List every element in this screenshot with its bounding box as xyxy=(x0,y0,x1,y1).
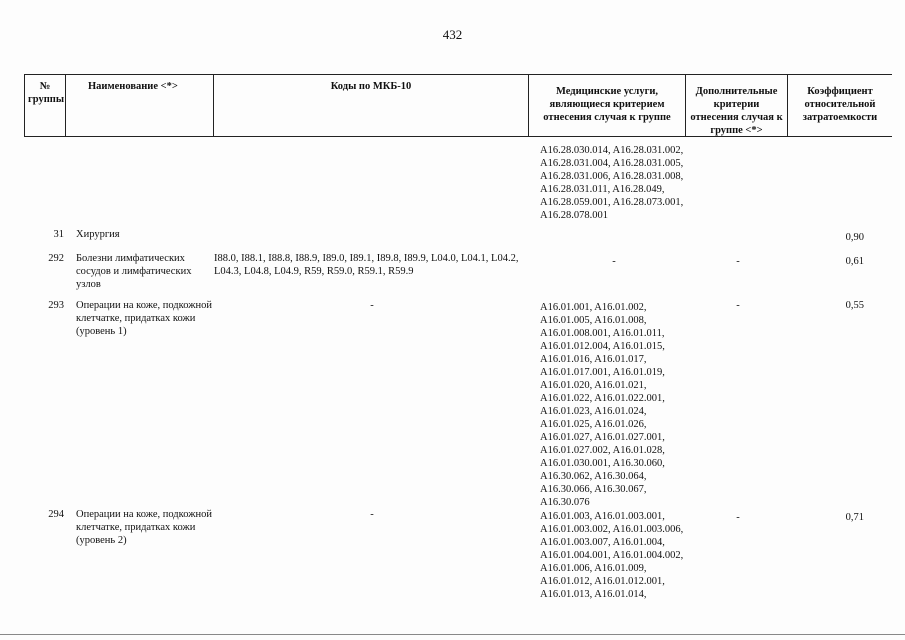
cell-additional-criteria: - xyxy=(736,256,740,267)
page-number: 432 xyxy=(442,27,463,42)
cell-group-number: 293 xyxy=(48,300,64,311)
header-medical-services: Медицинские услуги, являющиеся критерием отнесения случая к группе xyxy=(529,75,686,136)
cell-services: A16.01.003, A16.01.003.001, A16.01.003.002, A16.01.003.006, A16.01.003.007, A16.01.004, A16.01.004.001, A16.01.004.002, A16.01.006, A16.01.009, A16.01.012, A16.01.012.001, A16.01.013, A16.01.014, xyxy=(540,511,684,600)
cell-coefficient: 0,90 xyxy=(845,232,864,243)
cell-coefficient: 0,55 xyxy=(845,300,864,311)
cell-coefficient: 0,71 xyxy=(845,512,864,523)
cell-name: Болезни лимфатических сосудов и лимфатических узлов xyxy=(76,253,192,290)
cell-icd-codes: - xyxy=(370,300,374,311)
cell-icd-codes: - xyxy=(370,509,374,520)
header-icd-codes: Коды по МКБ-10 xyxy=(214,75,529,136)
cell-name: Операции на коже, подкожной клетчатке, придатках кожи (уровень 2) xyxy=(76,509,212,546)
page-bottom-edge xyxy=(0,634,905,635)
cell-services: - xyxy=(612,256,616,267)
cell-name: Операции на коже, подкожной клетчатке, придатках кожи (уровень 1) xyxy=(76,300,212,337)
cell-additional-criteria: - xyxy=(736,300,740,311)
cell-name: Хирургия xyxy=(76,229,120,240)
cell-coefficient: 0,61 xyxy=(845,256,864,267)
cell-group-number: 31 xyxy=(53,229,64,240)
cell-group-number: 292 xyxy=(48,253,64,264)
cell-services: A16.01.001, A16.01.002, A16.01.005, A16.01.008, A16.01.008.001, A16.01.011, A16.01.012.004, A16.01.015, A16.01.016, A16.01.017, A16.01.017.001, A16.01.019, A16.01.020, A16.01.021, A16.01.022, A16.01.022.001, A16.01.023, A16.01.024, A16.01.025, A16.01.026, A16.01.027, A16.01.027.001, A16.01.027.002, A16.01.028, A16.01.030.001, A16.30.060, A16.30.062, A16.30.064, A16.30.066, A16.30.067, A16.30.076 xyxy=(540,302,665,508)
header-additional-criteria: Дополнительные критерии отнесения случая к группе <*> xyxy=(686,75,788,136)
cell-additional-criteria: - xyxy=(736,512,740,523)
cell-icd-codes: I88.0, I88.1, I88.8, I88.9, I89.0, I89.1, I89.8, I89.9, L04.0, L04.1, L04.2, L04.3, L04.8, L04.9, R59, R59.0, R59.1, R59.9 xyxy=(214,253,519,277)
table-header xyxy=(24,74,892,137)
cell-group-number: 294 xyxy=(48,509,64,520)
header-coefficient: Коэффициент относительной затратоемкости xyxy=(802,86,878,123)
header-name: Наименование <*> xyxy=(66,75,214,136)
cell-services: A16.28.030.014, A16.28.031.002, A16.28.031.004, A16.28.031.005, A16.28.031.006, A16.28.031.008, A16.28.031.011, A16.28.049, A16.28.059.001, A16.28.073.001, A16.28.078.001 xyxy=(540,145,684,221)
header-group-number: № группы xyxy=(24,75,66,136)
